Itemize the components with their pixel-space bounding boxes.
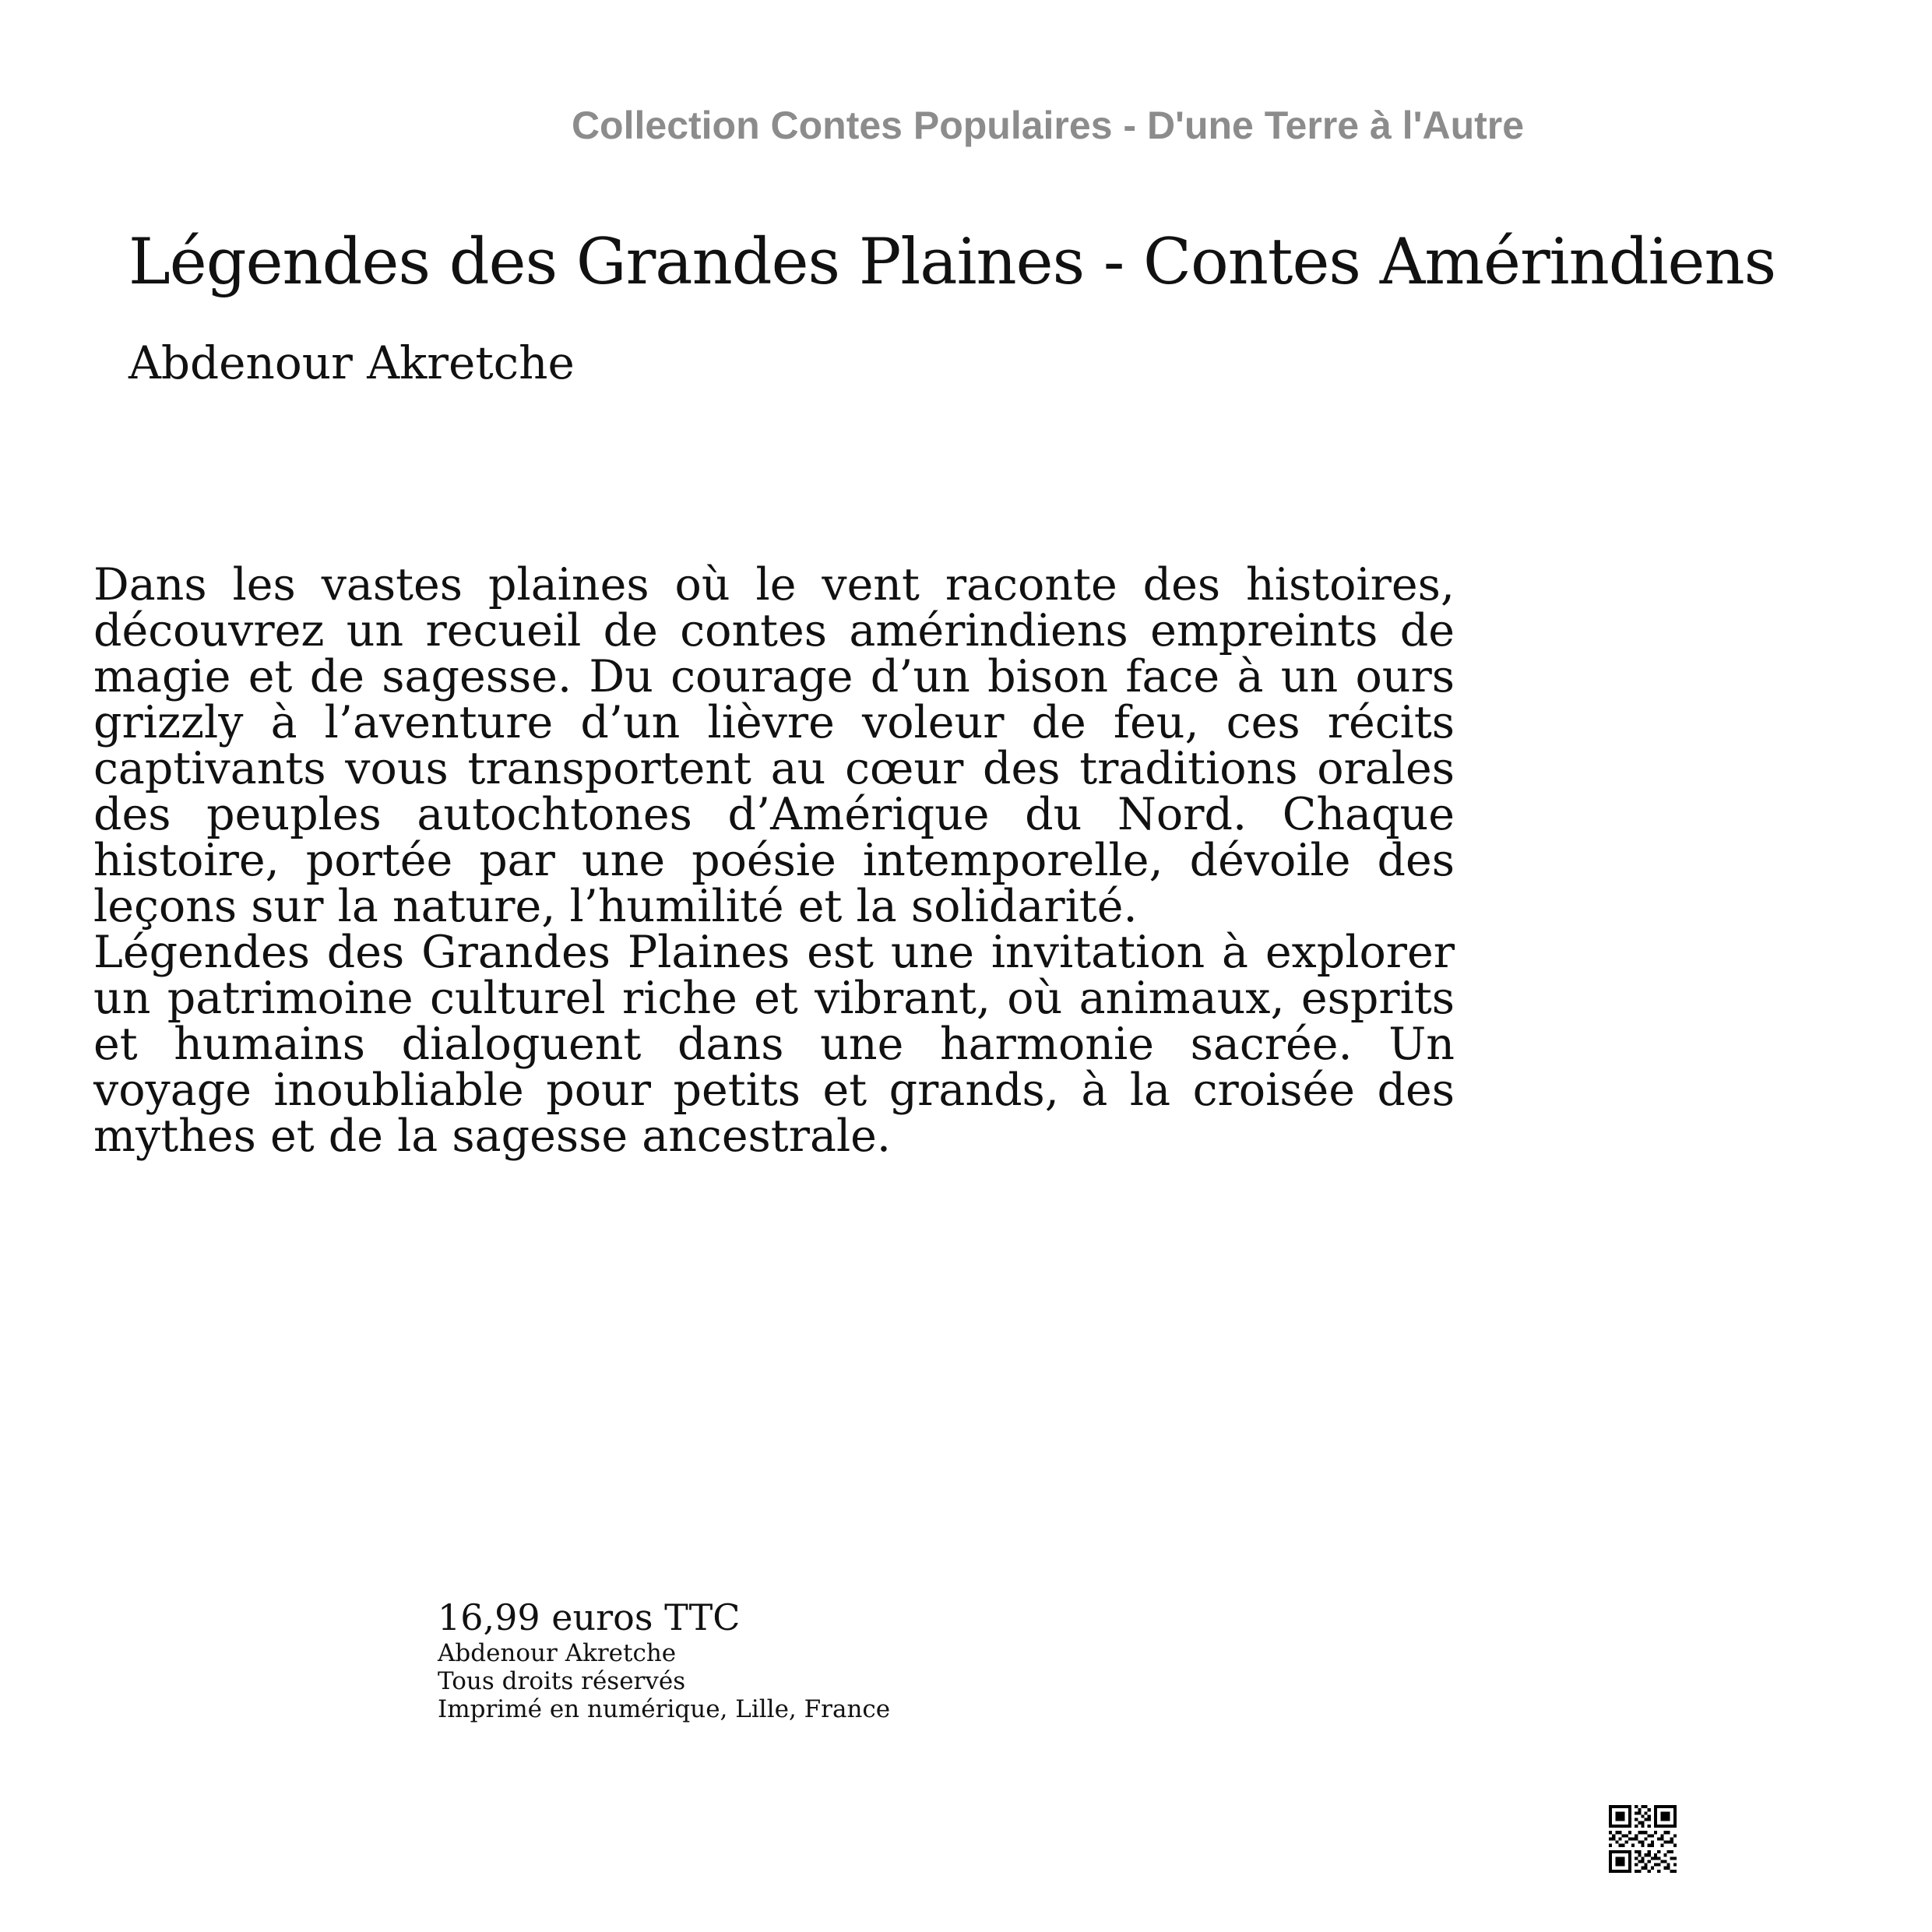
blurb-paragraph: Dans les vastes plaines où le vent raconte des histoires, découvrez un recueil de contes amérindiens empreints de magie et de sagesse. Du courage d’un bison face à un ours grizzly à l’aventure d’un lièvre voleur de feu, ces récits captivants vous transportent au cœur des traditions orales des peuples autochtones d’Amérique du Nord. Chaque histoire, portée par une poésie intemporelle, dévoile des leçons sur la nature, l’humilité et la solidarité. <box>93 559 1455 932</box>
printing-info: Imprimé en numérique, Lille, France <box>438 1695 891 1723</box>
qr-code-icon <box>1609 1805 1677 1873</box>
blurb-paragraph: Légendes des Grandes Plaines est une invitation à explorer un patrimoine culturel riche et vibrant, où animaux, esprits et humains dialoguent dans une harmonie sacrée. Un voyage inoubliable pour petits et grands, à la croisée des mythes et de la sagesse ancestrale. <box>93 927 1455 1162</box>
back-cover-blurb <box>93 559 1455 1162</box>
book-title: Légendes des Grandes Plaines - Contes Amérindiens <box>128 226 1776 299</box>
collection-name: Collection Contes Populaires - D'une Terre à l'Autre <box>571 104 1525 147</box>
price: 16,99 euros TTC <box>438 1596 741 1638</box>
imprint-block <box>438 1639 890 1723</box>
book-author: Abdenour Akretche <box>128 336 575 389</box>
copyright-holder: Abdenour Akretche <box>438 1639 677 1667</box>
rights-notice: Tous droits réservés <box>438 1667 686 1695</box>
